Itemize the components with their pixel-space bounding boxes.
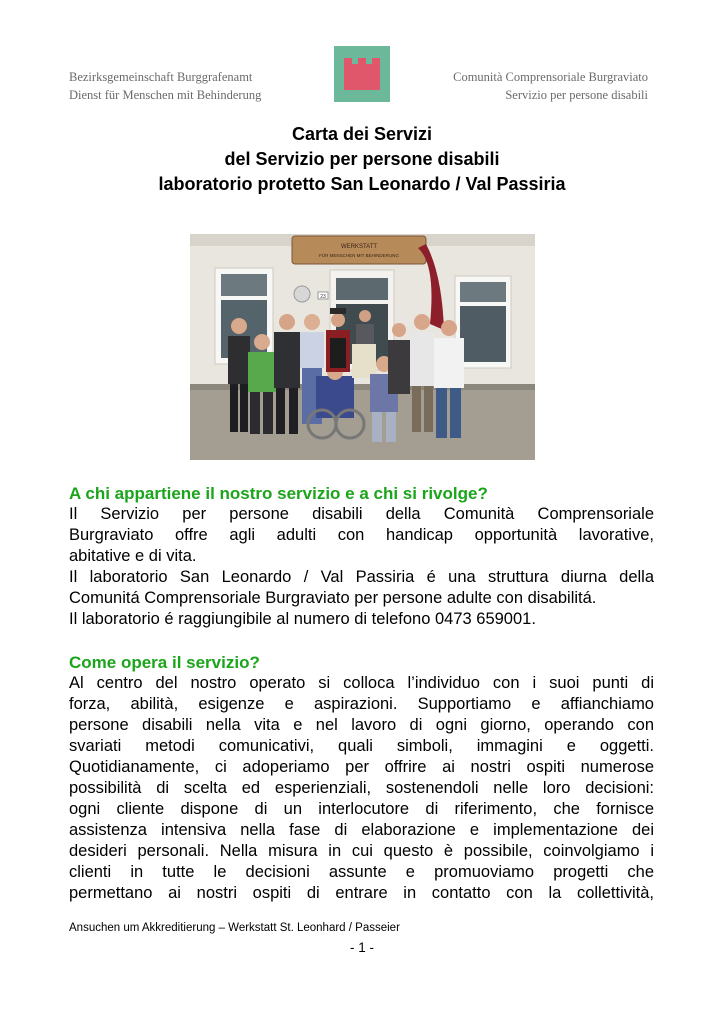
section1-line: Burgraviato offre agli adulti con handicap opportunità lavorative, xyxy=(69,526,654,544)
section2-heading: Come opera il servizio? xyxy=(69,653,260,672)
section1-line: Comunitá Comprensoriale Burgraviato per persone adulte con disabilitá. xyxy=(69,589,597,607)
section2-line: Quotidianamente, ci adoperiamo per offrire ai nostri ospiti numerose xyxy=(69,758,654,776)
document-title xyxy=(0,122,724,197)
header-right xyxy=(453,68,648,104)
section-target-group xyxy=(69,483,654,630)
section1-line: abitative e di vita. xyxy=(69,547,197,565)
section2-line: possibilità di scelta ed esperienziali, sostenendoli nelle loro decisioni: xyxy=(69,779,654,797)
section1-line: Il laboratorio San Leonardo / Val Passiria é una struttura diurna della xyxy=(69,568,654,586)
castle-logo-icon xyxy=(334,46,390,102)
footer-text: Ansuchen um Akkreditierung – Werkstatt St. Leonhard / Passeier xyxy=(69,922,400,934)
section2-line: forza, abilità, esigenze e aspirazioni. Supportiamo e affianchiamo xyxy=(69,695,654,713)
section1-line: Il Servizio per persone disabili della Comunità Comprensoriale xyxy=(69,505,654,523)
section2-line: clienti in tutte le decisioni assunte e promuoviamo progetti che xyxy=(69,863,654,881)
sign-line1: WERKSTATT xyxy=(340,244,378,250)
header-left-line2: Dienst für Menschen mit Behinderung xyxy=(69,88,262,102)
sign-line2: FÜR MENSCHEN MIT BEHINDERUNG xyxy=(319,253,399,258)
section2-paragraph xyxy=(69,673,654,904)
section2-line: persone disabili nella vita e nel lavoro di ogni giorno, operando con xyxy=(69,716,654,734)
page-number: - 1 - xyxy=(349,940,374,955)
title-line3: laboratorio protetto San Leonardo / Val Passiria xyxy=(158,174,566,194)
section2-line: ogni cliente dispone di un interlocutore di riferimento, che fornisce xyxy=(69,800,654,818)
section1-line: Il laboratorio é raggiungibile al numero di telefono 0473 659001. xyxy=(69,610,536,628)
group-photo-illustration xyxy=(190,234,535,460)
header-left-line1: Bezirksgemeinschaft Burggrafenamt xyxy=(69,70,253,84)
header-right-line2: Servizio per persone disabili xyxy=(505,88,648,102)
section2-line: desideri personali. Nella misura in cui questo è possibile, coinvolgiamo i xyxy=(69,842,654,860)
title-line2: del Servizio per persone disabili xyxy=(224,149,500,169)
section2-line: assistenza intensiva nella fase di elaborazione e implementazione dei xyxy=(69,821,654,839)
group-photo xyxy=(190,234,535,460)
section2-line: permettano ai nostri ospiti di entrare in contatto con la collettività, xyxy=(69,884,654,902)
header-right-line1: Comunità Comprensoriale Burgraviato xyxy=(453,70,648,84)
section1-heading: A chi appartiene il nostro servizio e a chi si rivolge? xyxy=(69,484,488,503)
title-line1: Carta dei Servizi xyxy=(291,124,433,144)
section2-line: Al centro del nostro operato si colloca l’individuo con i suoi punti di xyxy=(69,674,654,692)
section2-line: svariati metodi comunicativi, quali simboli, immagini e oggetti. xyxy=(69,737,654,755)
section-how-it-works xyxy=(69,652,654,904)
header-left xyxy=(69,68,261,104)
section1-paragraph xyxy=(69,504,654,630)
house-number: 23 xyxy=(320,294,326,300)
